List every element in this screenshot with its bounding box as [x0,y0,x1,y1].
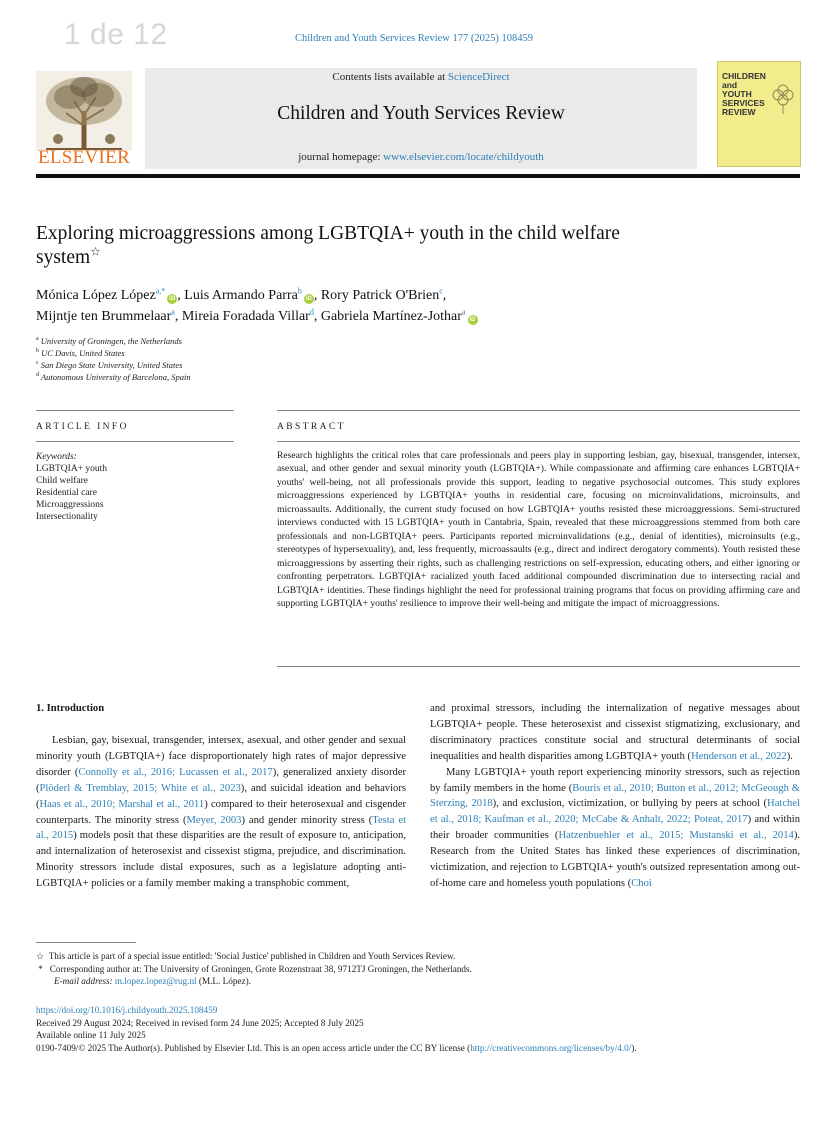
license-text: 0190-7409/© 2025 The Author(s). Published by Elsevier Ltd. This is an open access article under the CC BY license ( [36,1042,471,1053]
publisher-wordmark: ELSEVIER [37,147,131,168]
doi-link[interactable]: https://doi.org/10.1016/j.childyouth.2025.108459 [36,1005,218,1015]
article-info-heading: ARTICLE INFO [36,422,129,432]
article-info-top-rule [36,410,234,411]
author-sep: , [313,288,321,303]
contents-prefix: Contents lists available at [332,71,448,83]
article-info-rule [36,441,234,442]
citation-link[interactable]: Choi [631,877,652,889]
cover-title [722,72,772,117]
author-affil-sup[interactable]: b [297,286,302,296]
footnotes [36,950,800,988]
abstract-top-rule [277,410,800,411]
affil-text: San Diego State University, United States [40,360,183,370]
author-name: Luis Armando Parra [184,288,298,303]
keyword: Child welfare [36,476,88,486]
affil-mark: d [36,372,39,379]
title-footnote-mark[interactable]: ☆ [90,244,101,259]
author-affil-sup[interactable]: a,* [155,286,166,296]
affiliation [36,335,436,347]
affil-text: Autonomous University of Barcelona, Spain [40,372,191,382]
paper-title-text: Exploring microaggressions among LGBTQIA+ youth in the child welfare system [36,223,620,268]
author-sep: , [313,309,321,324]
affil-text: UC Davis, United States [41,348,125,358]
text-run: ) models posit that these disparities are the result of exposure to, anticipation, and internalization of heterosexist and cissexist stigma, prejudice, and discrimination. Minority stressors include distal exposures, such as a legislature adopting anti-LGBTQIA+ policies or a family member making a transphobic comment, [36,830,406,890]
author-sep: , [177,288,185,303]
orcid-icon[interactable]: iD [469,317,476,323]
author-name: Rory Patrick O'Brien [320,288,440,303]
email-suffix: (M.L. López). [198,976,251,987]
journal-title: Children and Youth Services Review [277,103,565,124]
keyword: Residential care [36,488,97,498]
citation-link[interactable]: Hatzenbuehler et al., 2015; Mustanski et al., 2014 [558,830,794,842]
keyword: Intersectionality [36,512,98,522]
citation-link[interactable]: Haas et al., 2010; Marshal et al., 2011 [39,798,205,810]
elsevier-tree-logo [36,71,132,151]
footnote-corresponding [36,963,800,976]
contents-line [145,71,697,83]
citation-link[interactable]: Plöderl & Tremblay, 2015; White et al., 2023 [39,782,241,794]
section-heading-introduction: 1. Introduction [36,703,105,714]
license-suffix: ). [631,1042,637,1053]
email-label: E-mail address: [54,976,113,987]
running-head[interactable]: Children and Youth Services Review 177 (2025) 108459 [295,33,533,44]
license-line [36,1042,806,1055]
citation-link[interactable]: Hatchel et al., 2018; Kaufman et al., 2020; McCabe & Anhalt, 2022; Poteat, 2017 [430,798,800,826]
affil-mark: c [36,360,39,367]
affil-text: University of Groningen, the Netherlands [40,336,182,346]
received-dates: Received 29 August 2024; Received in revised form 24 June 2025; Accepted 8 July 2025 [36,1017,364,1028]
keywords-block [36,451,236,523]
text-run: ) compared to their heterosexual and cisgender counterparts. The minority stress ( [36,798,406,826]
orcid-icon[interactable]: iD [305,296,312,302]
footnote-text: This article is part of a special issue entitled: 'Social Justice' published in Children and Youth Services Review. [48,951,456,961]
available-online: Available online 11 July 2025 [36,1030,146,1041]
abstract-bottom-rule [277,666,800,667]
intro-paragraph [430,765,800,892]
intro-paragraph [36,733,406,892]
author-name: Mijntje ten Brummelaar [36,309,172,324]
citation-link[interactable]: Henderson et al., 2022 [691,750,787,762]
citation-link[interactable]: Connolly et al., 2016; Lucassen et al., 2017 [78,766,273,778]
footnote-rule [36,942,136,943]
footnote-text: Corresponding author at: The University of Groningen, Grote Rozenstraat 38, 9712TJ Groningen, the Netherlands. [49,963,472,974]
cover-line: and [722,80,738,90]
cover-line: CHILDREN [722,71,766,81]
text-run: Many LGBTQIA+ youth report experiencing minority stressors, such as rejection by family members in the home ( [430,766,800,794]
author-affil-sup[interactable]: a [461,307,466,317]
text-run: ) and gender minority stress ( [241,814,373,826]
author-affil-sup[interactable]: d [309,307,314,317]
cover-line: REVIEW [722,107,756,117]
author-affil-sup[interactable]: a [171,307,175,317]
author-sep: , [442,288,447,303]
text-run: ), and exclusion, victimization, or bullying by peers at school ( [492,798,768,810]
footnote-mark: ☆ [36,951,45,961]
footnote-email [36,975,800,988]
footnote-special-issue [36,950,800,963]
affil-mark: a [36,336,39,343]
text-run: ), and suicidal ideation and behaviors ( [36,782,406,810]
affiliation [36,371,436,383]
publication-info [36,1004,806,1054]
intro-left-column [36,733,406,892]
keyword: LGBTQIA+ youth [36,464,108,474]
text-run: and proximal stressors, including the internalization of negative messages about LGBTQIA+ people. These heterosexist and cissexist stigmatizing, exclusionary, and discriminatory practices constitute social and structural determinants of social inequalities and health disparities among LGBTQIA+ youth ( [430,703,800,762]
homepage-prefix: journal homepage: [298,151,384,163]
citation-link[interactable]: Bouris et al., 2010; Button et al., 2012; McGeough & Sterzing, 2018 [430,782,800,810]
citation-link[interactable]: Meyer, 2003 [186,814,242,826]
cover-flower-icon [770,80,796,114]
text-run: ). Research from the United States has linked these experiences of discrimination, victimization, and rejection to LGBTQIA+ youth's outsized representation among out-of-home care and homeless youth populations ( [430,830,800,889]
author-name: Mónica López López [36,288,156,303]
cover-line: YOUTH [722,89,752,99]
homepage-link[interactable]: www.elsevier.com/locate/childyouth [383,151,544,163]
affil-mark: b [36,348,39,355]
affiliation [36,359,436,371]
author-name: Gabriela Martínez-Jothar [320,309,462,324]
abstract-rule [277,441,800,442]
sciencedirect-link[interactable]: ScienceDirect [447,71,510,83]
abstract-heading: ABSTRACT [277,422,346,432]
author-name: Mireia Foradada Villar [181,309,310,324]
text-run: Lesbian, gay, bisexual, transgender, intersex, asexual, and other gender and sexual minority youth (LGBTQIA+) face disproportionately high rates of major depressive disorder ( [36,735,406,778]
orcid-icon[interactable]: iD [169,296,176,302]
affiliation [36,347,436,359]
author-line-2 [36,306,736,327]
affiliations [36,335,436,383]
author-affil-sup[interactable]: c [439,286,443,296]
author-list [36,285,736,327]
journal-cover [717,61,801,167]
author-sep: , [174,309,182,324]
paper-title [36,222,676,270]
email-link[interactable]: m.lopez.lopez@rug.nl [114,976,197,987]
intro-right-column [430,701,800,892]
header-divider [36,174,800,178]
keyword: Microaggressions [36,500,104,510]
footnote-mark: * [38,963,43,974]
cover-line: SERVICES [722,98,765,108]
keywords-label: Keywords: [36,452,77,462]
text-run: ), generalized anxiety disorder ( [36,766,407,794]
license-link[interactable]: http://creativecommons.org/licenses/by/4.0/ [470,1042,632,1053]
abstract-body: Research highlights the critical roles that care professionals and peers play in supporting lesbian, gay, bisexual, transgender, intersex, asexual, and other gender and sexual minority youth (LGBTQIA+). While compassionate and affirming care enhances LGBTQIA+ youths' well-being, not all professionals provide this support, leading to negative psychosocial outcomes. This study explores microaggressions experienced by LGBTQIA+ youths in residential care, focusing on microinvalidations, microinsults, and microassaults. Additionally, the current study focused on how LGBTQIA+ youths resisted these microaggressions. Semi-structured interviews conducted with 15 LGBTQIA+ youth in Cantabria, Spain, revealed that these microaggressions stemmed from both care professionals and non-LGBTQIA+ peers. Participants reported microinvalidations (e.g., denial of identities), microinsults (e.g., stereotypes of hypersexuality), and, less frequently, microassaults (e.g., direct and indirect derogatory comments). Youth resisted these microaggressions by asserting their rights, such as challenging restrictions on self-expression, educating others, and either ignoring or confronting perpetrators. LGBTQIA+ racialized youth faced additional compounded discrimination due to intersecting racial and LGBTQIA+ identities. These findings highlight the need for professional training programs that focus on providing affirming care and supporting LGBTQIA+ youths' resilience to improve their well-being and mitigate the impact of microaggressions. [277,450,800,609]
author-line-1 [36,285,736,306]
intro-paragraph [430,701,800,765]
citation-link[interactable]: Testa et al., 2015 [36,814,407,842]
text-run: ). [786,750,793,762]
text-run: ) and within their broader communities ( [430,814,800,842]
page-counter: 1 de 12 [64,18,168,51]
homepage-line [145,151,697,163]
